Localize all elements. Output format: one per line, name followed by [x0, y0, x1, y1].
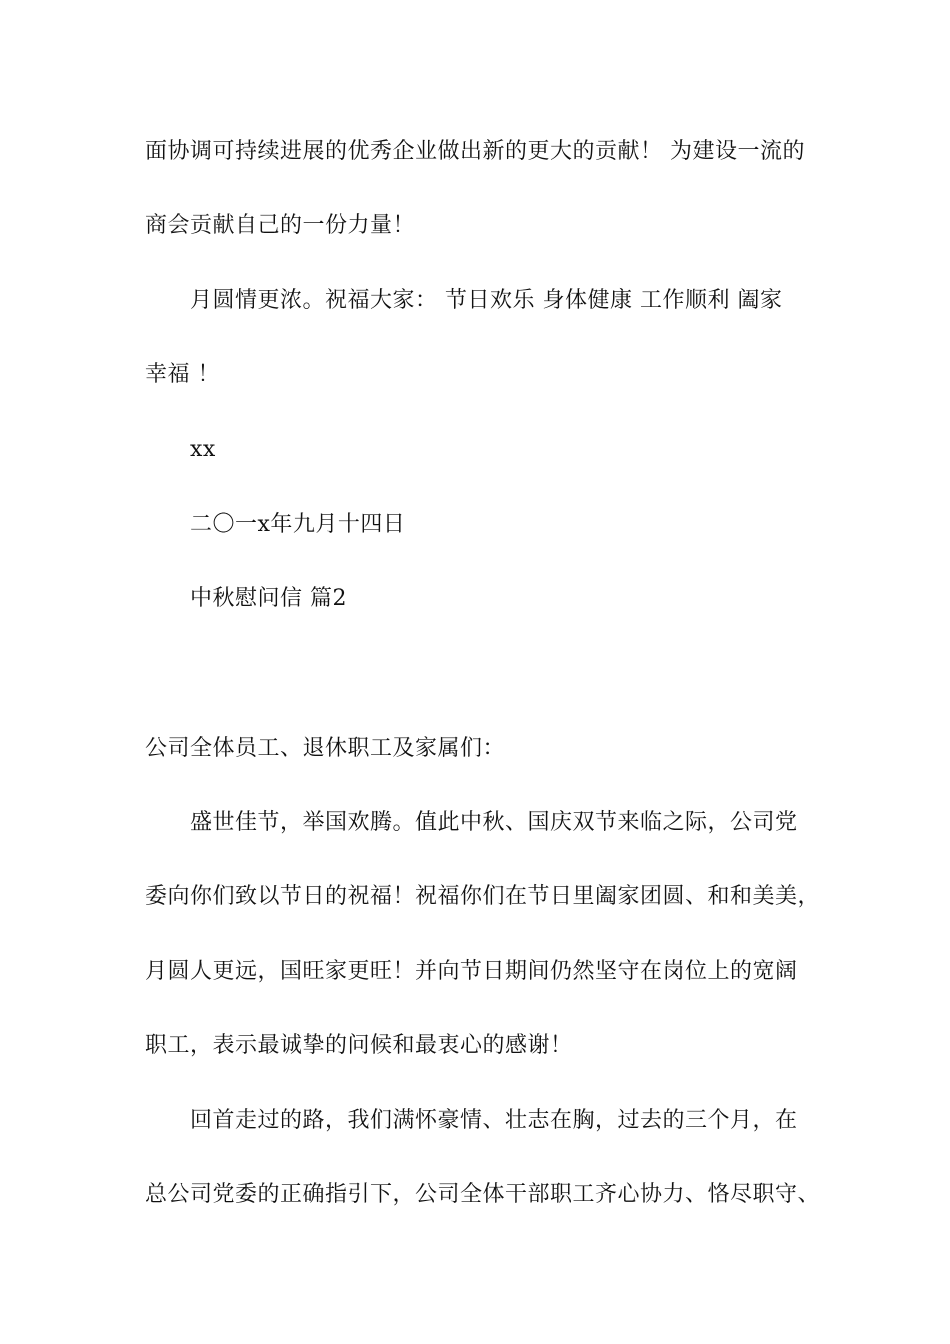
greeting-line: 月圆情更浓。祝福大家： 节日欢乐 身体健康 工作顺利 阖家 — [190, 288, 783, 313]
paragraph-line: 面协调可持续进展的优秀企业做出新的更大的贡献！ 为建设一流的 — [145, 139, 805, 164]
paragraph-line: 职工，表示最诚挚的问候和最衷心的感谢！ — [145, 1033, 573, 1058]
paragraph-line: 回首走过的路，我们满怀豪情、壮志在胸，过去的三个月，在 — [190, 1108, 798, 1133]
paragraph-line: 委向你们致以节日的祝福！祝福你们在节日里阖家团圆、和和美美， — [145, 884, 821, 909]
paragraph-line: 月圆人更远，国旺家更旺！并向节日期间仍然坚守在岗位上的宽阔 — [145, 959, 798, 984]
section-title: 中秋慰问信 篇2 — [190, 586, 347, 611]
greeting-line: 幸福 ！ — [145, 362, 220, 387]
signature-date: 二〇一x年九月十四日 — [190, 512, 406, 537]
salutation: 公司全体员工、退休职工及家属们： — [145, 736, 506, 761]
paragraph-line: 盛世佳节，举国欢腾。值此中秋、国庆双节来临之际，公司党 — [190, 810, 798, 835]
signature-name: xx — [190, 437, 216, 462]
paragraph-line: 总公司党委的正确指引下，公司全体干部职工齐心协力、恪尽职守、 — [145, 1182, 821, 1207]
paragraph-line: 商会贡献自己的一份力量！ — [145, 213, 416, 238]
